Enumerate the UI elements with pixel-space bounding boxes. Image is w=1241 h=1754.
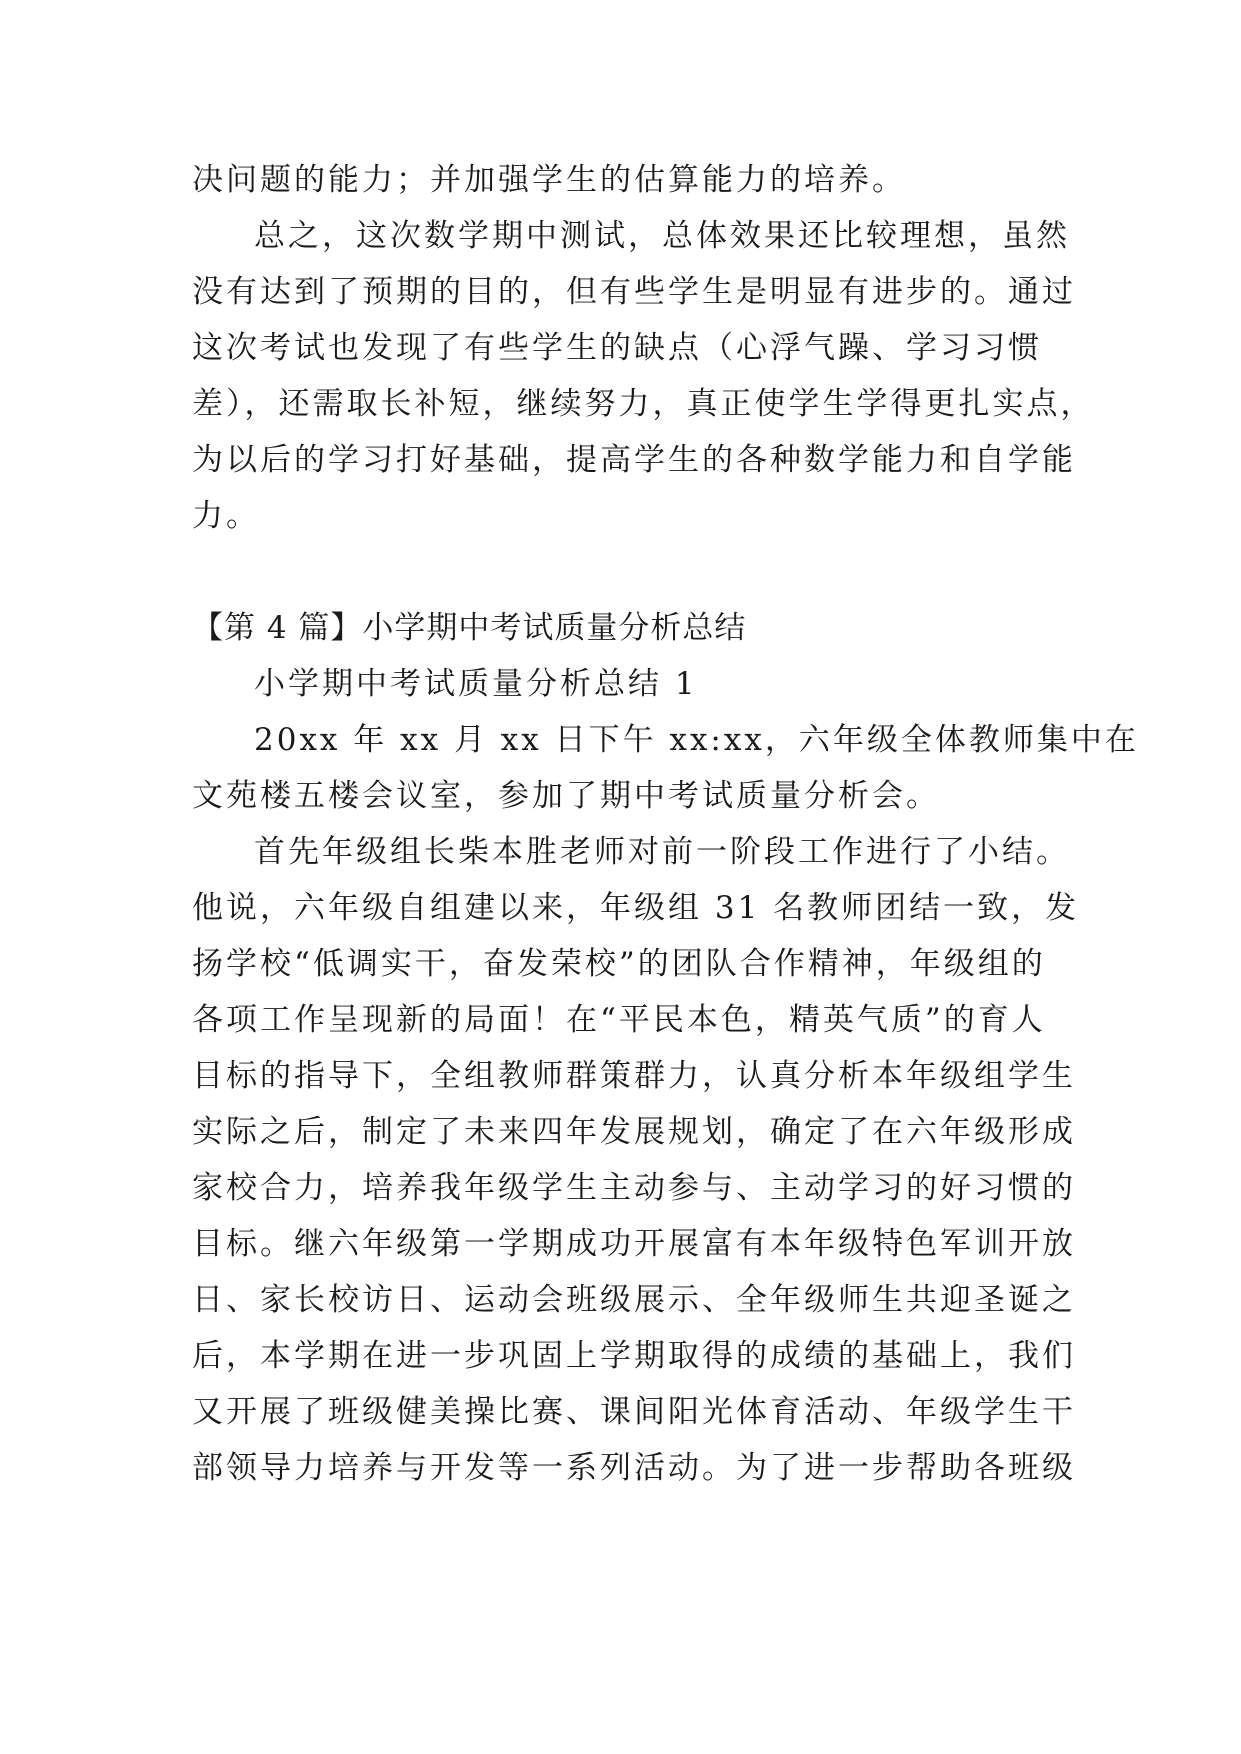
text-line: 扬学校“低调实干，奋发荣校”的团队合作精神，年级组的 [192,946,1046,982]
text-line: 日、家长校访日、运动会班级展示、全年级师生共迎圣诞之 [192,1282,1076,1318]
text-line: 各项工作呈现新的局面！在“平民本色，精英气质”的育人 [192,1002,1046,1038]
text-line: 实际之后，制定了未来四年发展规划，确定了在六年级形成 [192,1114,1076,1150]
text-line: 目标。继六年级第一学期成功开展富有本年级特色军训开放 [192,1226,1076,1262]
text-line: 首先年级组长柴本胜老师对前一阶段工作进行了小结。 [254,834,1070,870]
subsection-title: 小学期中考试质量分析总结 1 [254,666,698,702]
text-line: 决问题的能力；并加强学生的估算能力的培养。 [192,162,906,198]
text-line: 后，本学期在进一步巩固上学期取得的成绩的基础上，我们 [192,1338,1076,1374]
text-line: 又开展了班级健美操比赛、课间阳光体育活动、年级学生干 [192,1394,1076,1430]
text-line: 力。 [192,498,260,534]
text-line: 差），还需取长补短，继续努力，真正使学生学得更扎实点， [192,386,1095,422]
text-line: 总之，这次数学期中测试，总体效果还比较理想，虽然 [254,218,1070,254]
text-line: 20xx 年 xx 月 xx 日下午 xx:xx，六年级全体教师集中在 [254,722,1139,758]
text-line: 文苑楼五楼会议室，参加了期中考试质量分析会。 [192,778,940,814]
text-line: 家校合力，培养我年级学生主动参与、主动学习的好习惯的 [192,1170,1076,1206]
text-line: 部领导力培养与开发等一系列活动。为了进一步帮助各班级 [192,1450,1076,1486]
text-line: 目标的指导下，全组教师群策群力，认真分析本年级组学生 [192,1058,1076,1094]
text-line: 没有达到了预期的目的，但有些学生是明显有进步的。通过 [192,274,1076,310]
section-heading: 【第 4 篇】小学期中考试质量分析总结 [192,610,747,646]
text-line: 为以后的学习打好基础，提高学生的各种数学能力和自学能 [192,442,1076,478]
text-line: 这次考试也发现了有些学生的缺点（心浮气躁、学习习惯 [192,330,1042,366]
text-line: 他说，六年级自组建以来，年级组 31 名教师团结一致，发 [192,890,1080,926]
